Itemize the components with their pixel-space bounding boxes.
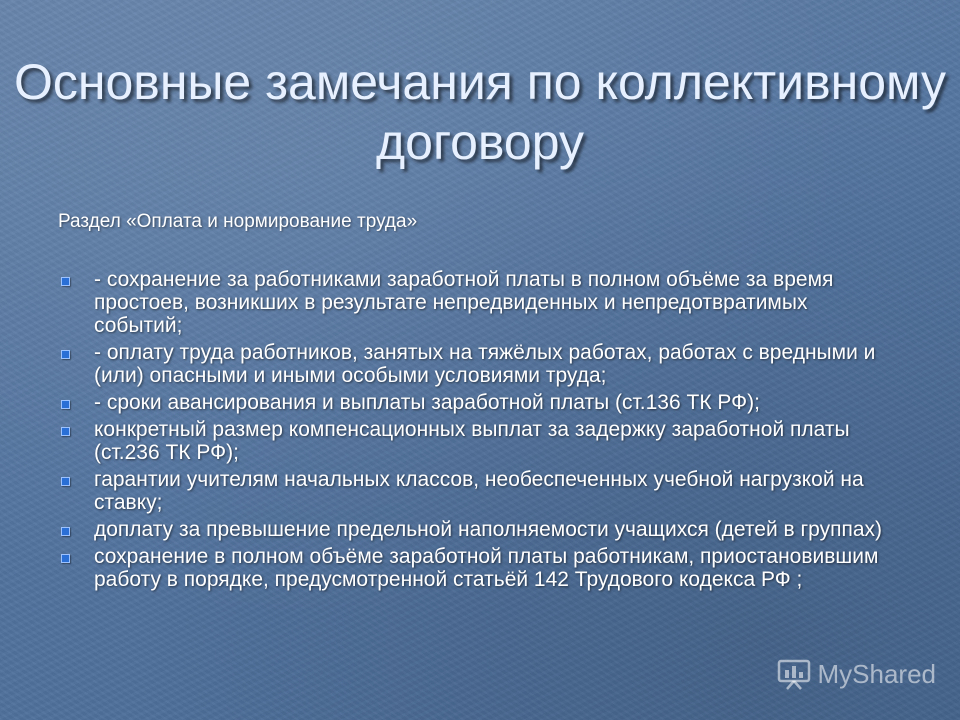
bullet-text: гарантии учителям начальных классов, необеспеченных учебной нагрузкой на ставку; (94, 468, 864, 514)
list-item (58, 341, 898, 387)
list-item (58, 545, 898, 591)
list-item (58, 418, 898, 464)
section-heading: Раздел «Оплата и нормирование труда» (58, 211, 418, 232)
list-item (58, 468, 898, 514)
square-bullet-icon (61, 554, 70, 563)
slide-title: Основные замечания по коллективному договору (13, 54, 946, 170)
presentation-board-icon (776, 658, 812, 690)
bullet-text: - оплату труда работников, занятых на тяжёлых работах, работах с вредными и (или) опасными и иными особыми условиями труда; (94, 341, 876, 387)
square-bullet-icon (61, 277, 70, 286)
bullet-list (58, 268, 898, 595)
bullet-text: сохранение в полном объёме заработной платы работникам, приостановившим работу в порядке, предусмотренной статьёй 142 Трудового кодекса РФ ; (94, 545, 879, 591)
square-bullet-icon (61, 477, 70, 486)
list-item (58, 518, 898, 541)
list-item (58, 268, 898, 337)
watermark (776, 658, 937, 690)
bullet-text: - сроки авансирования и выплаты заработной платы (ст.136 ТК РФ); (94, 391, 760, 414)
list-item (58, 391, 898, 414)
square-bullet-icon (61, 350, 70, 359)
bullet-text: конкретный размер компенсационных выплат за задержку заработной платы (ст.236 ТК РФ); (94, 418, 850, 464)
watermark-text: MyShared (817, 658, 936, 689)
bullet-text: - сохранение за работниками заработной платы в полном объёме за время простоев, возникших в результате непредвиденных и непредотвратимых событий; (94, 268, 834, 337)
square-bullet-icon (61, 427, 70, 436)
square-bullet-icon (61, 527, 70, 536)
bullet-text: доплату за превышение предельной наполняемости учащихся (детей в группах) (94, 518, 883, 541)
square-bullet-icon (61, 400, 70, 409)
